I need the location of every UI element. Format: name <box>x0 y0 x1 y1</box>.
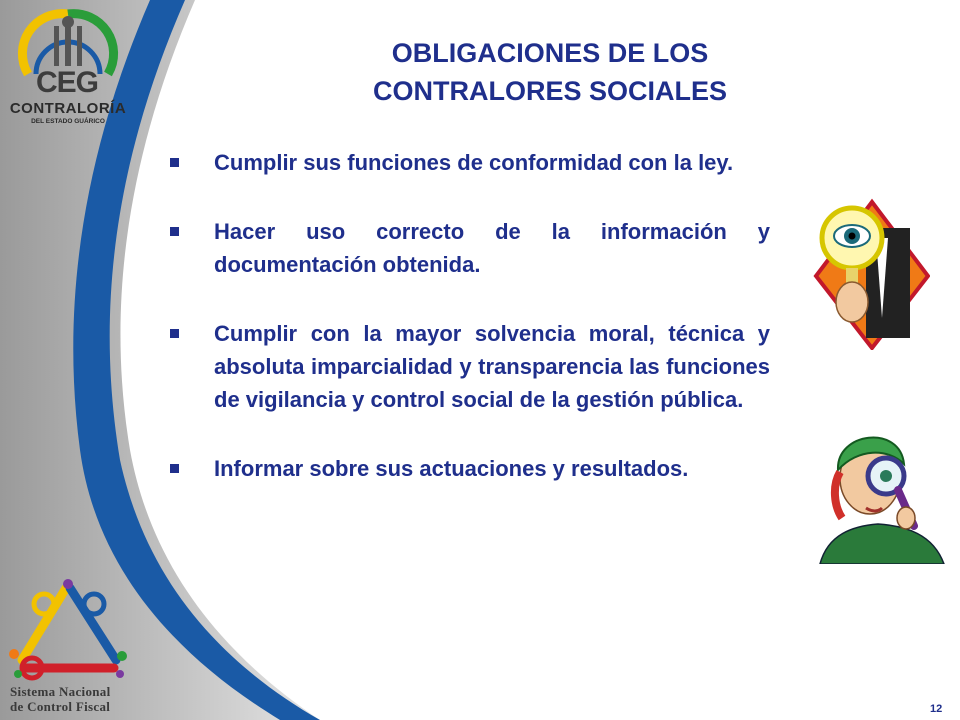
logo-line-1: Sistema Nacional <box>10 684 111 699</box>
list-item <box>170 146 770 179</box>
logo-abbreviation: CEG <box>36 66 99 99</box>
slide-title <box>300 34 800 110</box>
obligations-list <box>170 146 770 521</box>
magnifying-glass-eye-icon <box>810 198 930 350</box>
contraloria-logo <box>8 4 128 134</box>
list-item-text: Cumplir con la mayor solvencia moral, técnica y absoluta imparcialidad y transparencia las funciones de vigilancia y control social de la gestión pública. <box>214 321 770 412</box>
list-item-text: Cumplir sus funciones de conformidad con la ley. <box>214 150 734 175</box>
logo-subtitle: DEL ESTADO GUÁRICO <box>31 118 105 125</box>
bullet-icon <box>170 464 179 473</box>
logo-line-2: de Control Fiscal <box>10 699 111 714</box>
list-item <box>170 215 770 281</box>
keys-triangle-icon <box>4 578 134 682</box>
sistema-nacional-logo <box>4 578 134 718</box>
list-item <box>170 452 770 485</box>
list-item-text: Informar sobre sus actuaciones y resultados. <box>214 456 689 481</box>
bullet-icon <box>170 329 179 338</box>
title-line-1: OBLIGACIONES DE LOS <box>391 38 709 68</box>
woman-with-magnifier-icon <box>818 414 946 564</box>
page-number: 12 <box>930 703 943 715</box>
title-line-2: CONTRALORES SOCIALES <box>372 76 728 106</box>
list-item <box>170 317 770 416</box>
bullet-icon <box>170 227 179 236</box>
list-item-text: Hacer uso correcto de la información y documentación obtenida. <box>214 219 770 277</box>
bullet-icon <box>170 158 179 167</box>
logo-org-name: CONTRALORÍA <box>9 100 127 117</box>
